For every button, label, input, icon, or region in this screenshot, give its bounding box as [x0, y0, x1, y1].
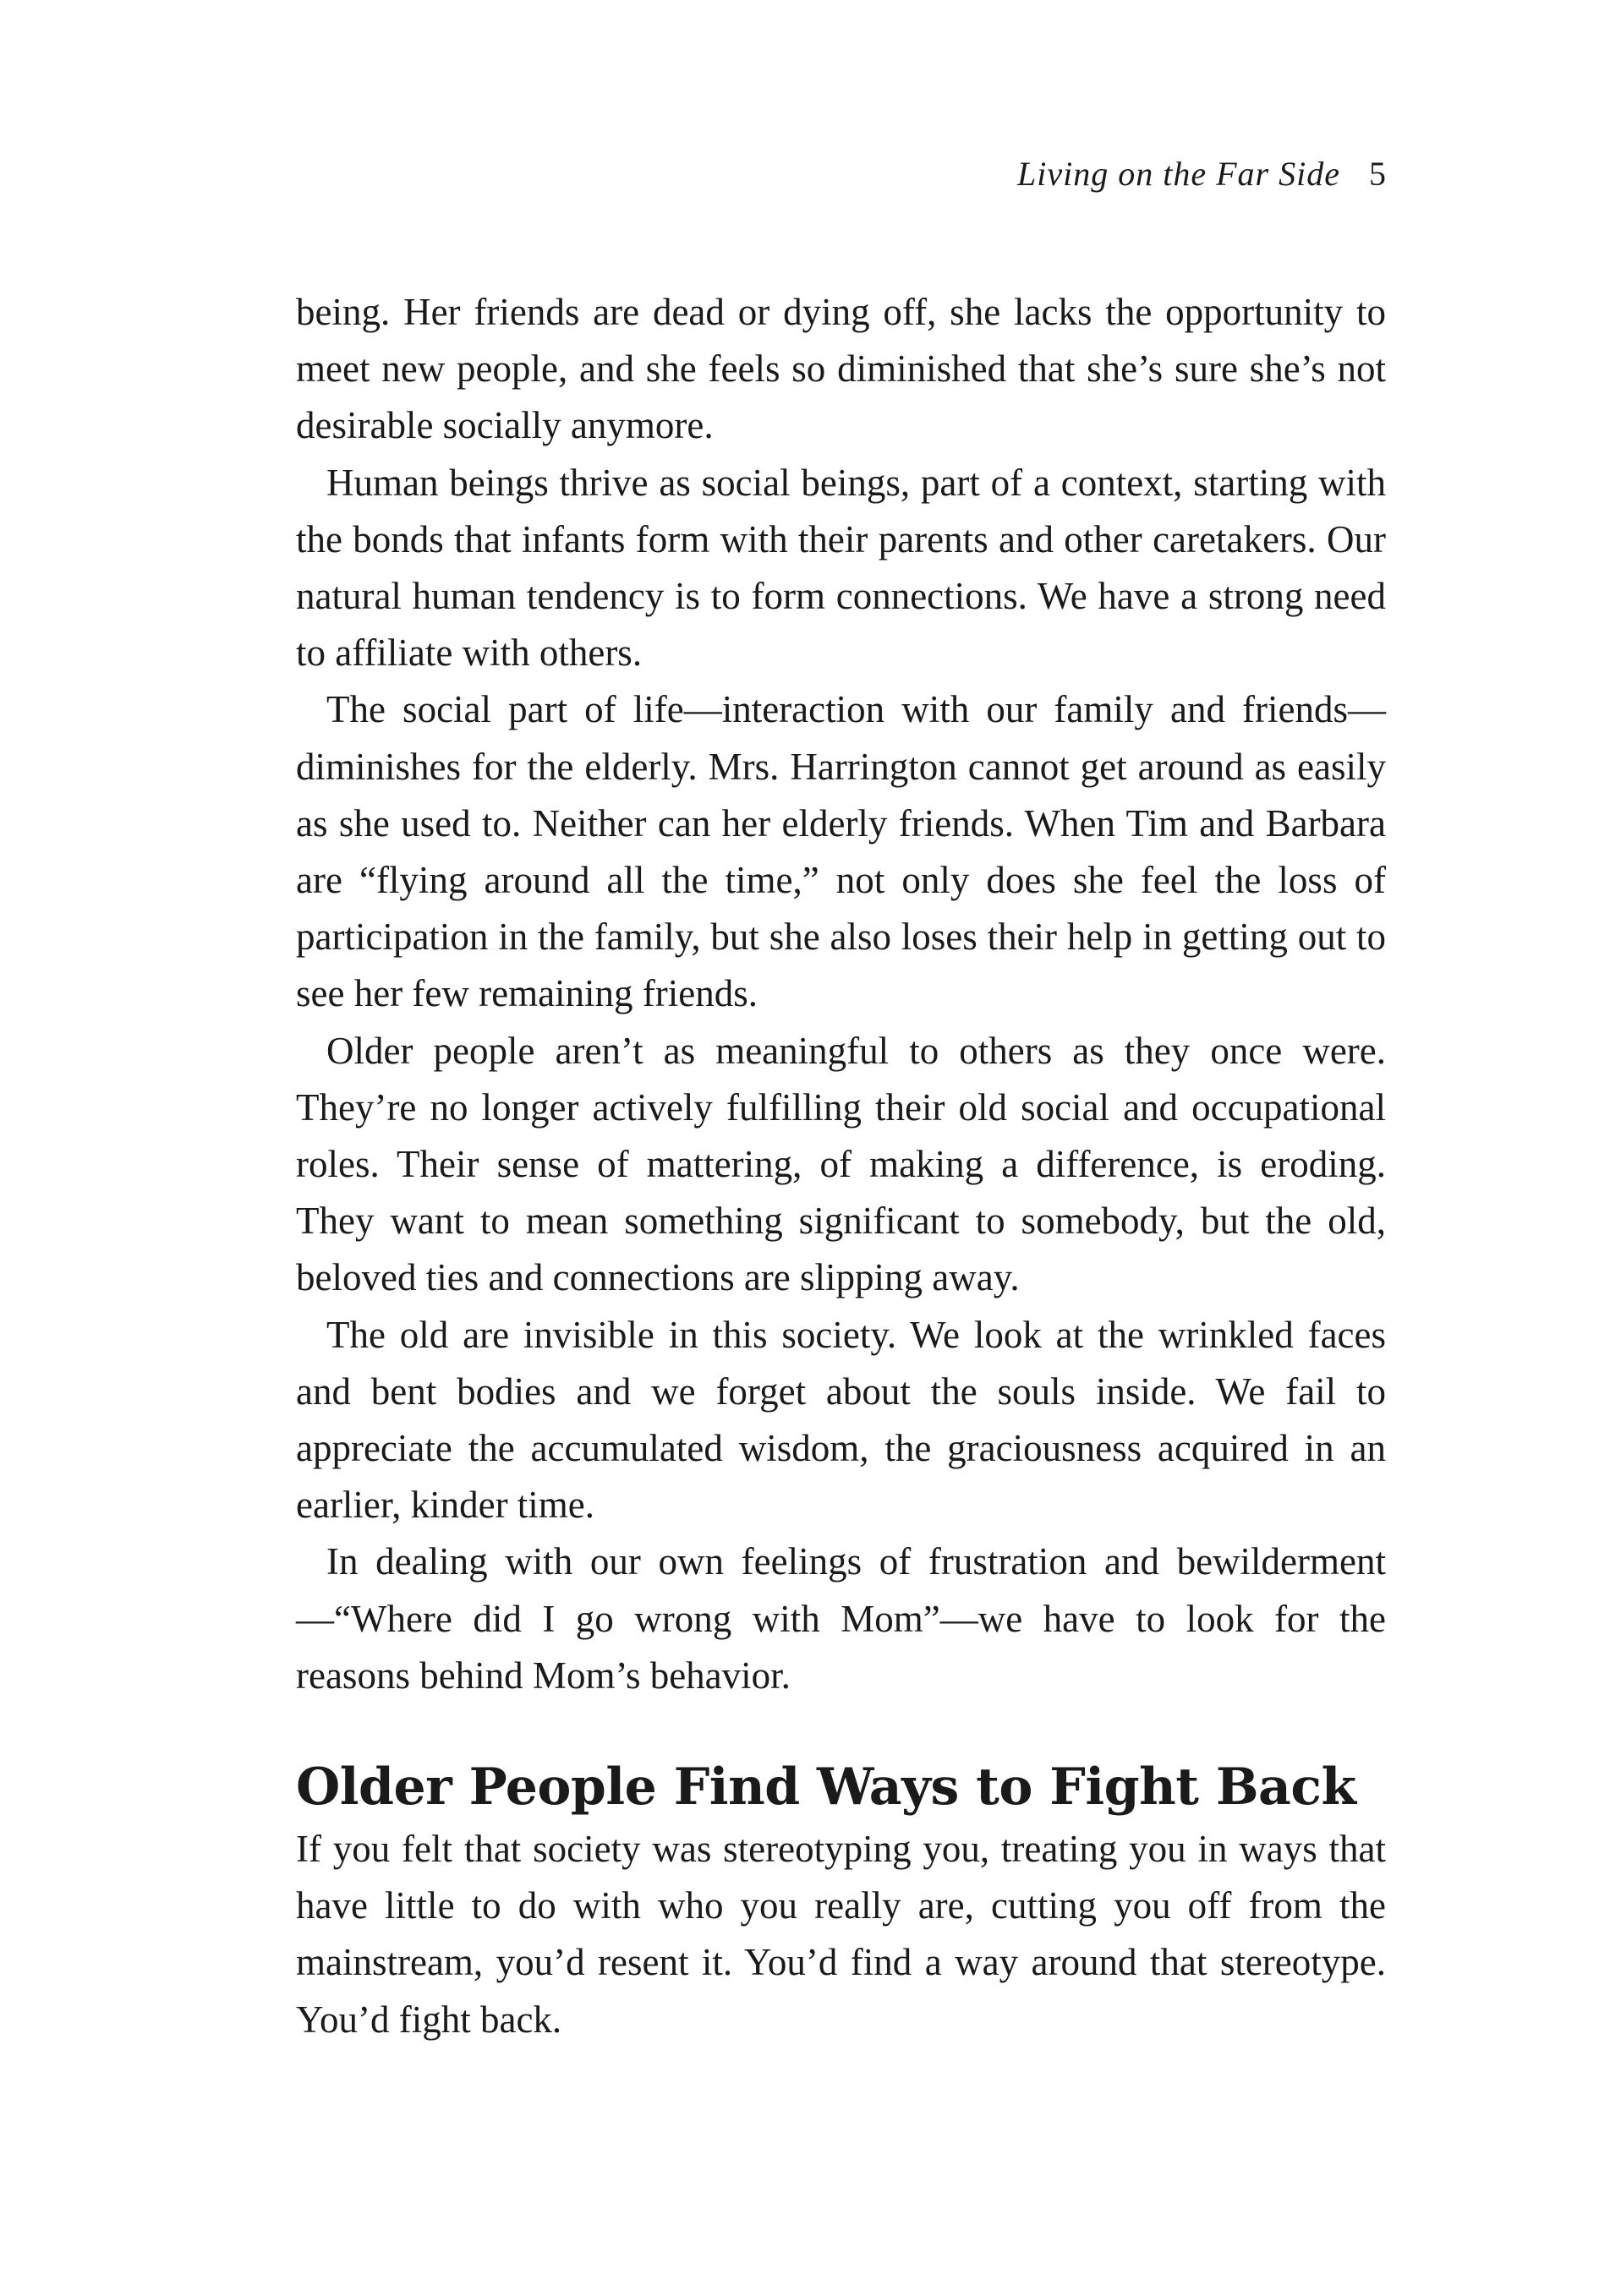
- paragraph: In dealing with our own feelings of frustration and bewilderment—“Where did I go wrong with Mom”—we have to look for the reasons behind Mom’s behavior.: [296, 1540, 1386, 1697]
- body-text: [296, 284, 1386, 2048]
- paragraph: The old are invisible in this society. We look at the wrinkled faces and bent bodies and we forget about the souls inside. We fail to appreciate the accumulated wisdom, the graciousness acquired in an earlier, kinder time.: [296, 1313, 1386, 1527]
- paragraph: Human beings thrive as social beings, part of a context, starting with the bonds that infants form with their parents and other caretakers. Our natural human tendency is to form connections. We have a strong need to affiliate with others.: [296, 461, 1386, 675]
- page-number: 5: [1369, 155, 1386, 193]
- paragraph: The social part of life—interaction with our family and friends—diminishes for the elderly. Mrs. Harrington cannot get around as easily as she used to. Neither can her elderly friends. When Tim and Barbara are “flying around all the time,” not only does she feel the loss of participation in the family, but she also loses their help in getting out to see her few remaining friends.: [296, 688, 1386, 1015]
- section-paragraph: If you felt that society was stereotyping you, treating you in ways that have little to do with who you really are, cutting you off from the mainstream, you’d resent it. You’d find a way around that stereotype. You’d fight back.: [296, 1828, 1386, 2041]
- paragraph: Older people aren’t as meaningful to others as they once were. They’re no longer actively fulfilling their old social and occupational roles. Their sense of mattering, of making a difference, is eroding. They want to mean something significant to somebody, but the old, beloved ties and connections are slipping away.: [296, 1029, 1386, 1299]
- running-head-title: Living on the Far Side: [1017, 155, 1340, 193]
- paragraph-continued: being. Her friends are dead or dying off, she lacks the opportunity to meet new people, and she feels so diminished that she’s sure she’s not desirable socially anymore.: [296, 291, 1386, 447]
- running-head: [1017, 154, 1386, 194]
- section-heading: Older People Find Ways to Fight Back: [296, 1758, 1356, 1818]
